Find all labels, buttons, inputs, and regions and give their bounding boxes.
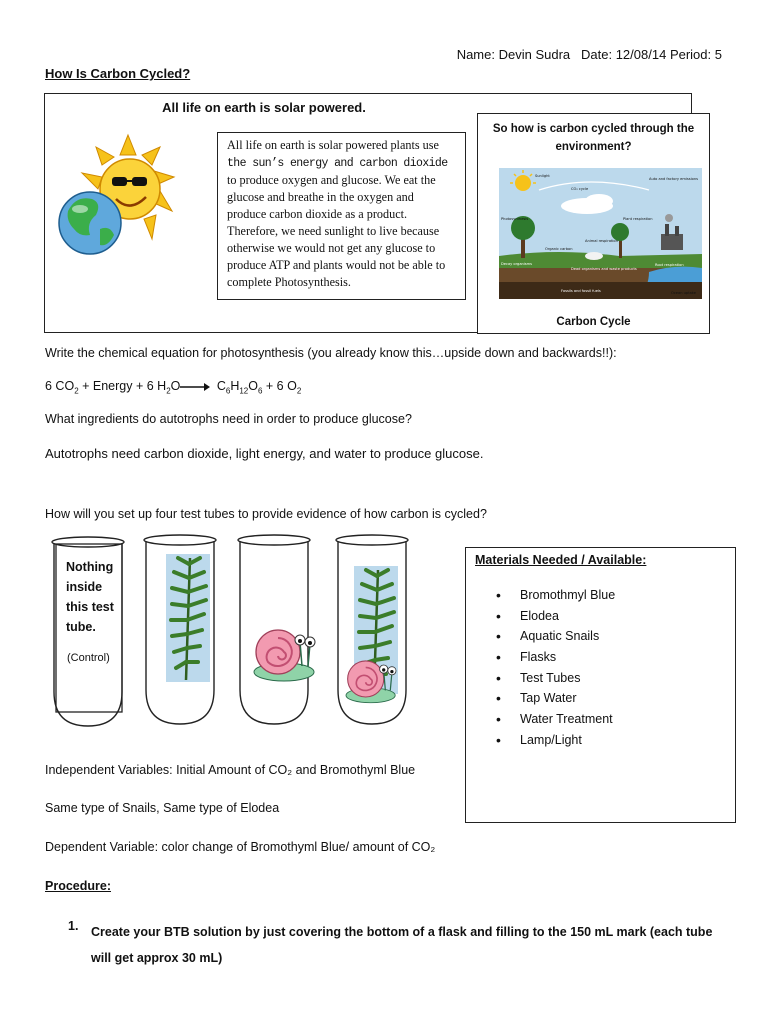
period-value: 5 <box>714 47 722 62</box>
eq-o2: + 6 O <box>262 379 297 393</box>
label-sunlight: Sunlight <box>535 174 550 178</box>
student-name: Devin Sudra <box>498 47 571 62</box>
intro-text-part2: the sun’s energy and carbon dioxide <box>227 157 448 170</box>
label-co2-cycle: CO₂ cycle <box>571 187 589 191</box>
question-test-tubes: How will you set up four test tubes to provide evidence of how carbon is cycled? <box>45 507 487 521</box>
list-item: • Flasks <box>496 647 615 668</box>
materials-list <box>496 585 615 751</box>
carbon-cycle-caption: Carbon Cycle <box>556 316 631 328</box>
eq-co2-sub: 2 <box>74 386 79 396</box>
earth-icon <box>59 192 121 254</box>
student-info-header <box>457 47 722 62</box>
tube-snail <box>238 535 315 724</box>
diagram-animal-icon <box>585 252 603 260</box>
eq-h: H <box>230 379 240 393</box>
question-ingredients: What ingredients do autotrophs need in order to produce glucose? <box>45 412 412 426</box>
label-organic-carbon: Organic carbon <box>545 247 573 251</box>
eq-co2: 6 CO <box>45 379 75 393</box>
carbon-cycle-question: So how is carbon cycled through the environment? <box>492 123 695 153</box>
answer-ingredients: Autotrophs need carbon dioxide, light energy, and water to produce glucose. <box>45 446 484 461</box>
list-item: • Elodea <box>496 606 615 627</box>
eq-h-sub: 12 <box>239 386 249 396</box>
eq-c: C <box>216 379 226 393</box>
dependent-variable: Dependent Variable: color change of Bromothyml Blue/ amount of CO₂ <box>45 840 436 854</box>
tube-elodea <box>144 535 216 724</box>
elodea-plant-icon <box>166 554 210 682</box>
list-item: • Test Tubes <box>496 668 615 689</box>
list-item: • Tap Water <box>496 688 615 709</box>
eq-h2-sub: 2 <box>166 386 171 396</box>
independent-variables: Independent Variables: Initial Amount of CO₂ and Bromothyml Blue <box>45 763 416 777</box>
intro-text-part3: to produce oxygen and glucose. We eat the glucose and breathe in the oxygen and produce carbon dioxide as a product. Therefore, we need sunlight to live because otherwise we would not get any glucose to produce ATP and plants would not be able to complete Photosynthesis. <box>227 173 446 289</box>
label-fossils: Fossils and fossil fuels <box>561 289 601 293</box>
name-label: Name: <box>456 47 495 62</box>
question-equation: Write the chemical equation for photosynthesis (you already know this…upside down and backwards!!): <box>45 346 617 360</box>
procedure-title: Procedure: <box>45 879 111 893</box>
intro-text-box <box>217 132 466 300</box>
eq-o: O <box>170 379 181 393</box>
carbon-cycle-diagram <box>499 168 702 299</box>
list-item: • Bromothmyl Blue <box>496 585 615 606</box>
list-item: • Aquatic Snails <box>496 626 615 647</box>
page-title: How Is Carbon Cycled? <box>45 66 191 81</box>
intro-heading: All life on earth is solar powered. <box>162 100 366 115</box>
eq-c-sub: 6 <box>225 386 231 396</box>
tube-snail-elodea <box>336 535 408 724</box>
label-plant-respiration: Plant respiration <box>623 217 653 221</box>
date-value: 12/08/14 <box>615 47 667 62</box>
eq-energy-water: + Energy + 6 H <box>78 379 167 393</box>
period-label: Period: <box>669 47 712 62</box>
control-tube-label: Nothing inside this test tube. <box>66 560 114 634</box>
eq-o2-sub: 2 <box>296 386 302 396</box>
list-item: • Water Treatment <box>496 709 615 730</box>
label-decay-organisms: Decay organisms <box>501 262 533 266</box>
list-item: • Lamp/Light <box>496 730 615 751</box>
intro-text-part1: All life on earth is solar powered plants use <box>227 138 439 152</box>
photosynthesis-equation <box>45 379 301 396</box>
label-root-respiration: Root respiration <box>655 263 684 267</box>
label-photosynthesis: Photosynthesis <box>501 217 529 221</box>
label-dead-organisms: Dead organisms and waste products <box>571 267 637 271</box>
sun-earth-clipart <box>56 133 176 258</box>
date-label: Date: <box>581 47 613 62</box>
control-tube-sublabel: (Control) <box>67 652 110 664</box>
label-auto-factory: Auto and factory emissions <box>649 177 698 181</box>
procedure-step-1: Create your BTB solution by just covering the bottom of a flask and filling to the 150 mL mark (each tube will get approx 30 mL) <box>91 925 713 965</box>
label-ocean-uptake: Ocean uptake <box>671 291 696 295</box>
label-animal-respiration: Animal respiration <box>585 239 618 243</box>
arrow-icon <box>180 382 210 392</box>
eq-o6-sub: 6 <box>257 386 263 396</box>
controlled-variables: Same type of Snails, Same type of Elodea <box>45 801 280 815</box>
procedure-step-number: 1. <box>68 919 79 933</box>
materials-title: Materials Needed / Available: <box>475 553 647 567</box>
eq-o6: O <box>248 379 258 393</box>
